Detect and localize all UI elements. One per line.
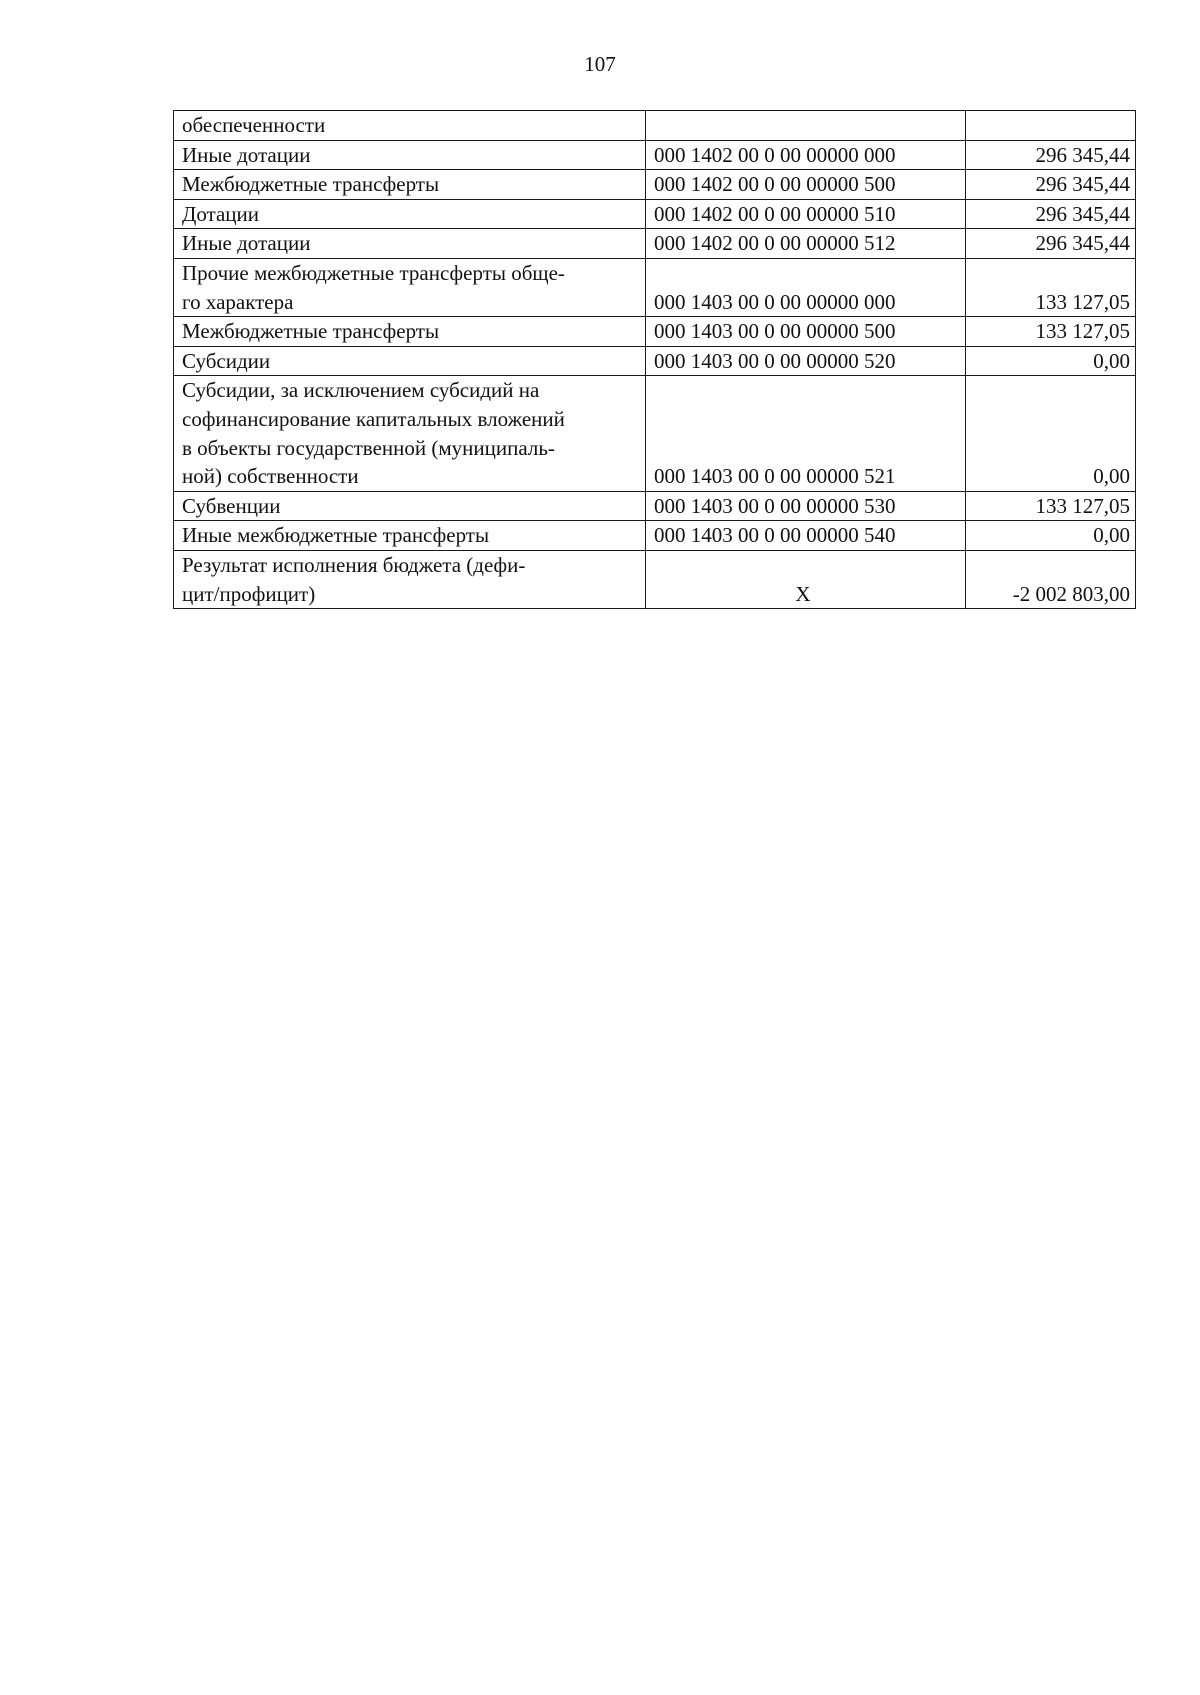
- row-code-cell: 000 1403 00 0 00 00000 520: [646, 346, 966, 376]
- table-row: [174, 376, 1136, 491]
- table-row: [174, 491, 1136, 521]
- table-row: [174, 550, 1136, 608]
- row-name-cell: Субвенции: [174, 491, 646, 521]
- table-row: [174, 258, 1136, 316]
- row-amount-cell: 296 345,44: [966, 199, 1136, 229]
- table-row: [174, 140, 1136, 170]
- row-amount-cell: 296 345,44: [966, 170, 1136, 200]
- row-code-cell: X: [646, 550, 966, 608]
- row-amount-cell: 133 127,05: [966, 491, 1136, 521]
- row-amount-cell: 0,00: [966, 376, 1136, 491]
- row-code-cell: 000 1403 00 0 00 00000 530: [646, 491, 966, 521]
- row-amount-cell: 296 345,44: [966, 229, 1136, 259]
- table-row: [174, 521, 1136, 551]
- table-row: [174, 199, 1136, 229]
- row-name-cell: Иные дотации: [174, 140, 646, 170]
- row-name-cell: Иные межбюджетные трансферты: [174, 521, 646, 551]
- budget-table: [173, 110, 1136, 609]
- table-row: [174, 229, 1136, 259]
- row-code-cell: 000 1403 00 0 00 00000 000: [646, 258, 966, 316]
- page-number: 107: [584, 52, 616, 76]
- row-code-cell: [646, 111, 966, 141]
- row-name-cell: Иные дотации: [174, 229, 646, 259]
- row-name-cell: Дотации: [174, 199, 646, 229]
- row-amount-cell: [966, 111, 1136, 141]
- row-amount-cell: -2 002 803,00: [966, 550, 1136, 608]
- row-amount-cell: 0,00: [966, 346, 1136, 376]
- row-name-cell: Субсидии, за исключением субсидий на софинансирование капитальных вложений в объекты государственной (муниципаль- ной) собственности: [174, 376, 646, 491]
- row-name-cell: Субсидии: [174, 346, 646, 376]
- row-code-cell: 000 1403 00 0 00 00000 500: [646, 317, 966, 347]
- row-name-cell: Межбюджетные трансферты: [174, 170, 646, 200]
- row-amount-cell: 133 127,05: [966, 258, 1136, 316]
- row-code-cell: 000 1402 00 0 00 00000 510: [646, 199, 966, 229]
- table-row: [174, 111, 1136, 141]
- row-code-cell: 000 1402 00 0 00 00000 512: [646, 229, 966, 259]
- row-amount-cell: 0,00: [966, 521, 1136, 551]
- table-row: [174, 346, 1136, 376]
- table-row: [174, 170, 1136, 200]
- row-code-cell: 000 1402 00 0 00 00000 000: [646, 140, 966, 170]
- table-row: [174, 317, 1136, 347]
- row-name-cell: Межбюджетные трансферты: [174, 317, 646, 347]
- row-code-cell: 000 1403 00 0 00 00000 521: [646, 376, 966, 491]
- row-name-cell: Прочие межбюджетные трансферты обще- го характера: [174, 258, 646, 316]
- row-amount-cell: 296 345,44: [966, 140, 1136, 170]
- row-amount-cell: 133 127,05: [966, 317, 1136, 347]
- row-name-cell: обеспеченности: [174, 111, 646, 141]
- row-code-cell: 000 1403 00 0 00 00000 540: [646, 521, 966, 551]
- row-code-cell: 000 1402 00 0 00 00000 500: [646, 170, 966, 200]
- row-name-cell: Результат исполнения бюджета (дефи- цит/профицит): [174, 550, 646, 608]
